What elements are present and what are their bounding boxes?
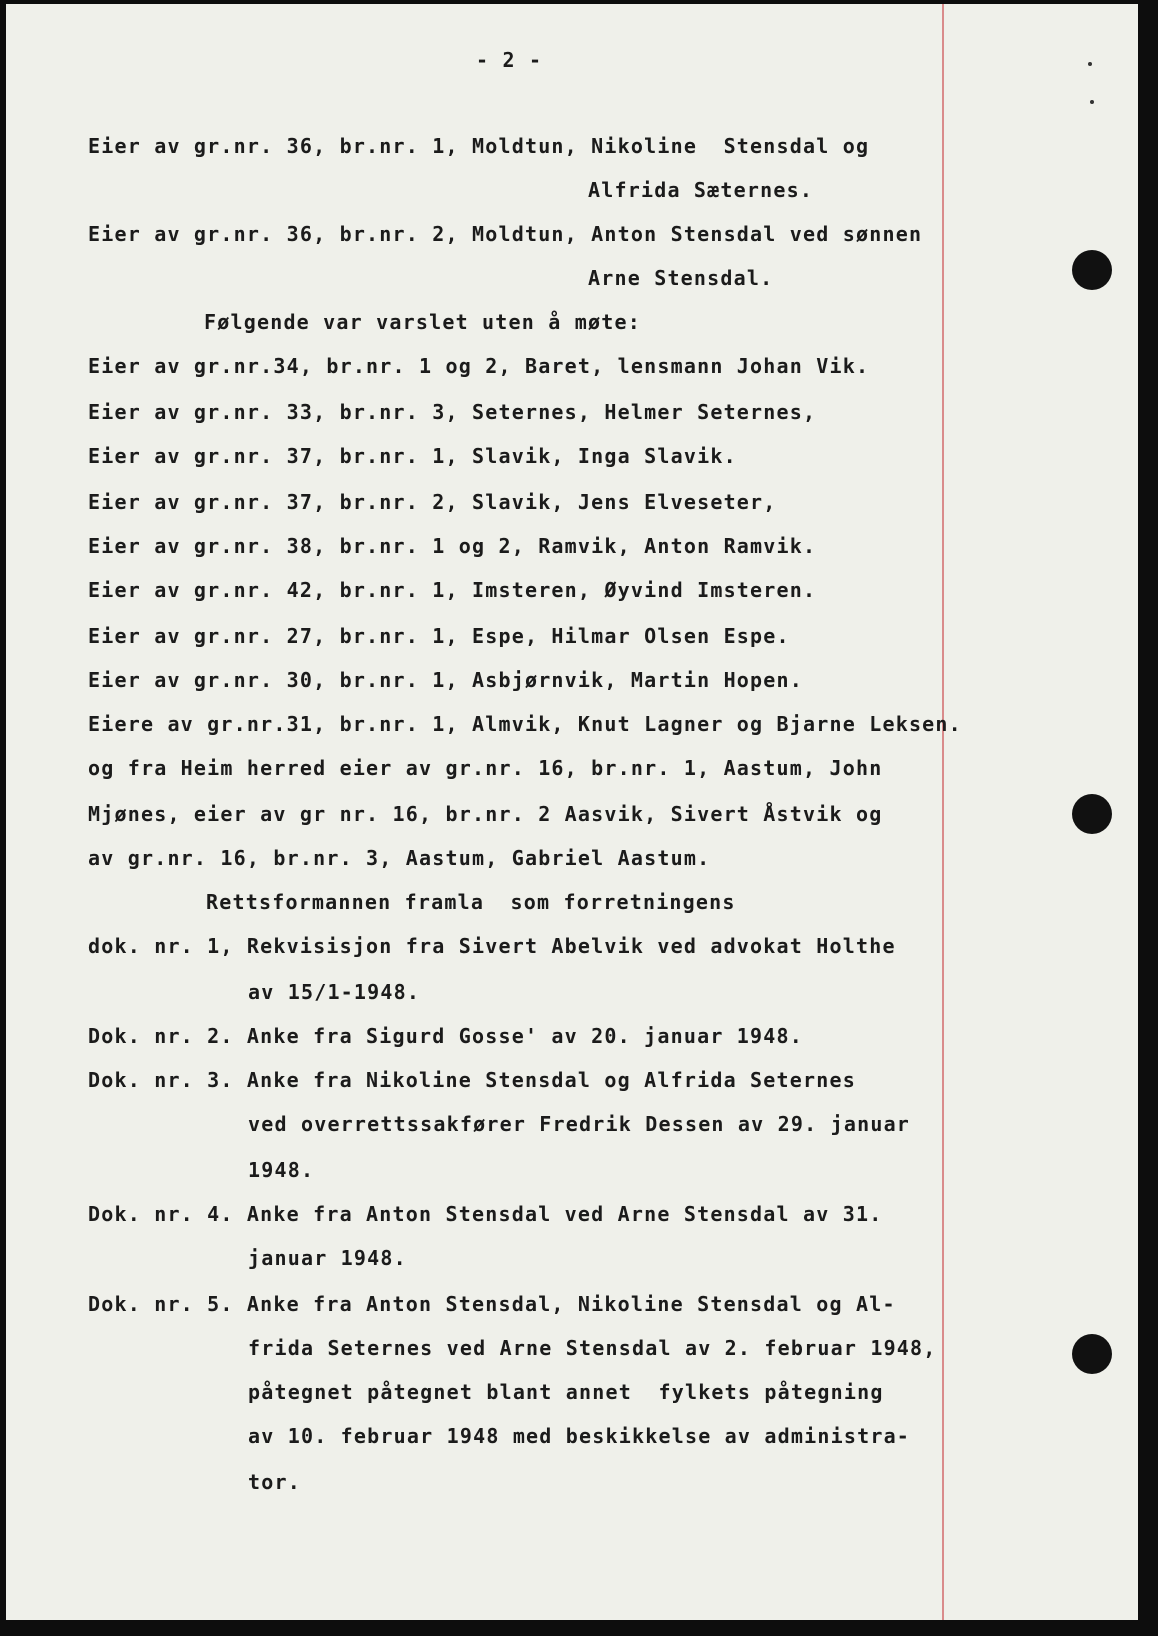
text-line: Eier av gr.nr. 36, br.nr. 1, Moldtun, Nikoline Stensdal og — [88, 134, 870, 158]
text-line: Rettsformannen framla som forretningens — [206, 890, 736, 914]
punch-hole-middle — [1072, 794, 1112, 834]
text-line: 1948. — [248, 1158, 315, 1182]
text-line: tor. — [248, 1470, 301, 1494]
text-line: Arne Stensdal. — [588, 266, 774, 290]
text-line: Eier av gr.nr.34, br.nr. 1 og 2, Baret, lensmann Johan Vik. — [88, 354, 870, 378]
text-line: Eiere av gr.nr.31, br.nr. 1, Almvik, Knut Lagner og Bjarne Leksen. — [88, 712, 962, 736]
punch-hole-top — [1072, 250, 1112, 290]
punch-hole-bottom — [1072, 1334, 1112, 1374]
text-line: Eier av gr.nr. 38, br.nr. 1 og 2, Ramvik, Anton Ramvik. — [88, 534, 817, 558]
page-number: - 2 - — [476, 48, 543, 72]
text-line: Eier av gr.nr. 36, br.nr. 2, Moldtun, Anton Stensdal ved sønnen — [88, 222, 923, 246]
margin-rule — [942, 4, 944, 1620]
text-line: januar 1948. — [248, 1246, 407, 1270]
text-line: Mjønes, eier av gr nr. 16, br.nr. 2 Aasvik, Sivert Åstvik og — [88, 802, 883, 826]
text-line: påtegnet påtegnet blant annet fylkets påtegning — [248, 1380, 884, 1404]
text-line: av 10. februar 1948 med beskikkelse av administra- — [248, 1424, 911, 1448]
text-line: Eier av gr.nr. 27, br.nr. 1, Espe, Hilmar Olsen Espe. — [88, 624, 790, 648]
text-line: Dok. nr. 5. Anke fra Anton Stensdal, Nikoline Stensdal og Al- — [88, 1292, 896, 1316]
text-line: av 15/1-1948. — [248, 980, 421, 1004]
text-line: Alfrida Sæternes. — [588, 178, 814, 202]
text-line: Dok. nr. 4. Anke fra Anton Stensdal ved Arne Stensdal av 31. — [88, 1202, 883, 1226]
text-line: ved overrettssakfører Fredrik Dessen av 29. januar — [248, 1112, 911, 1136]
text-line: av gr.nr. 16, br.nr. 3, Aastum, Gabriel Aastum. — [88, 846, 711, 870]
text-line: Eier av gr.nr. 37, br.nr. 2, Slavik, Jens Elveseter, — [88, 490, 777, 514]
text-line: Eier av gr.nr. 30, br.nr. 1, Asbjørnvik, Martin Hopen. — [88, 668, 804, 692]
text-line: Eier av gr.nr. 42, br.nr. 1, Imsteren, Øyvind Imsteren. — [88, 578, 817, 602]
text-line: frida Seternes ved Arne Stensdal av 2. februar 1948, — [248, 1336, 937, 1360]
text-line: dok. nr. 1, Rekvisisjon fra Sivert Abelvik ved advokat Holthe — [88, 934, 896, 958]
text-line: Eier av gr.nr. 33, br.nr. 3, Seternes, Helmer Seternes, — [88, 400, 817, 424]
ink-speck — [1090, 100, 1094, 104]
text-line: Dok. nr. 2. Anke fra Sigurd Gosse' av 20. januar 1948. — [88, 1024, 804, 1048]
ink-speck — [1088, 62, 1092, 66]
text-line: Følgende var varslet uten å møte: — [204, 310, 641, 334]
text-line: og fra Heim herred eier av gr.nr. 16, br.nr. 1, Aastum, John — [88, 756, 883, 780]
document-page — [6, 4, 1138, 1620]
text-line: Eier av gr.nr. 37, br.nr. 1, Slavik, Inga Slavik. — [88, 444, 737, 468]
text-line: Dok. nr. 3. Anke fra Nikoline Stensdal og Alfrida Seternes — [88, 1068, 856, 1092]
